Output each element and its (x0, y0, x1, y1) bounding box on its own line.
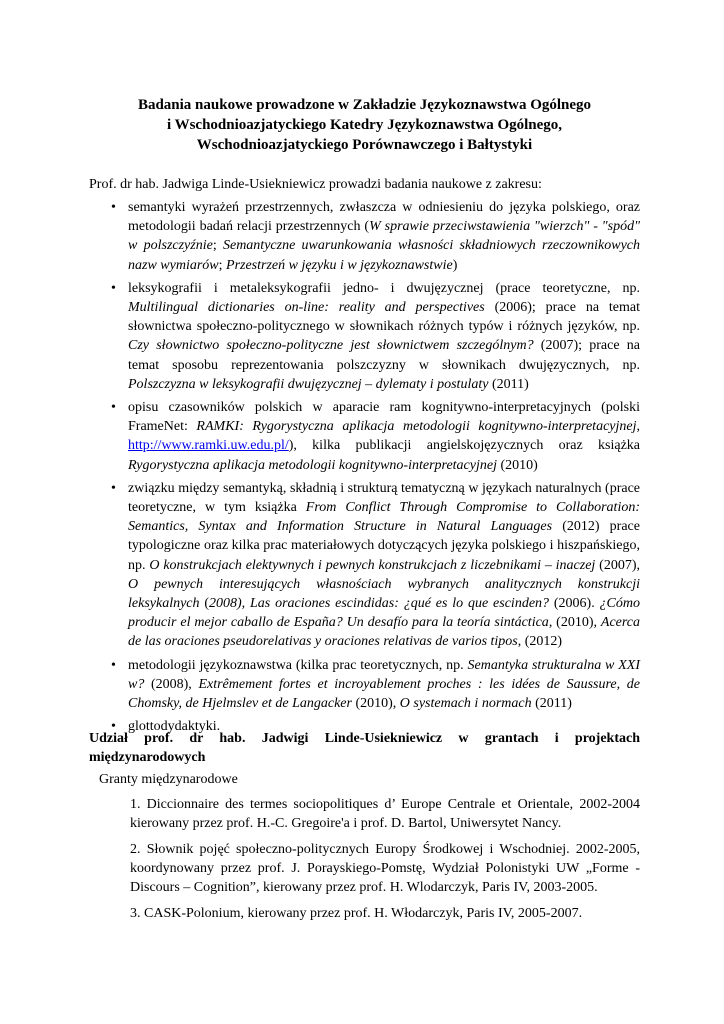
publication-title: Czy słownictwo społeczno-polityczne jest słownictwem szczególnym? (128, 338, 534, 354)
section-heading: Udział prof. dr hab. Jadwigi Linde-Usiekniewicz w grantach i projektach międzynarodowych (89, 731, 640, 765)
grant-item: 3. CASK-Polonium, kierowany przez prof. H. Włodarczyk, Paris IV, 2005-2007. (130, 906, 583, 921)
item-text: ; (212, 238, 223, 254)
item-text: , (2012) (517, 634, 563, 650)
publication-title: O pewnych interesujących własnościach wybranych analitycznych konstrukcji leksykalnych (128, 576, 640, 612)
item-text: opisu czasowników polskich w aparacie ram kognitywno-interpretacyjnych (polski FrameNet: (128, 400, 640, 435)
grant-item: 1. Diccionnaire des termes sociopolitiques d’ Europe Centrale et Orientale, 2002-2004 kierowany przez prof. H.-C. Gregoire'a i prof. D. Bartol, Uniwersytet Nancy. (130, 797, 640, 831)
research-areas-list (89, 198, 640, 740)
title-line-3: Wschodnioazjatyckiego Porównawczego i Bałtystyki (196, 137, 533, 153)
title-line-2: i Wschodnioazjatyckiego Katedry Językoznawstwa Ogólnego, (166, 117, 563, 133)
item-text: ), kilka publikacji angielskojęzycznych oraz książka (288, 438, 640, 454)
publication-title: Semantyka strukturalna w XXI w? (128, 657, 640, 692)
bullet-icon: • (111, 400, 116, 416)
title-line-1: Badania naukowe prowadzone w Zakładzie Językoznawstwa Ogólnego (137, 97, 592, 113)
publication-title: RAMKI: Rygorystyczna aplikacja metodologii kognitywno-interpretacyjnej (196, 419, 637, 435)
grants-list (130, 795, 640, 930)
publication-title: O systemach i normach (399, 696, 532, 712)
research-area-item (89, 656, 640, 714)
research-area-item (89, 479, 640, 652)
item-text: (2010), (351, 696, 400, 712)
item-text: ; (218, 257, 227, 273)
item-text: ( (199, 596, 210, 612)
publication-title: 2008), Las oraciones escindidas: ¿qué es lo que escinden? (209, 596, 550, 612)
publication-title: Extrêmement fortes et incroyablement proches : les idées de Saussure, de Chomsky, de Hjelmslev et de Langacker (128, 676, 640, 712)
bullet-icon: • (111, 280, 116, 296)
item-text: ) (452, 257, 458, 273)
bullet-icon: • (111, 719, 116, 735)
subheading: Granty międzynarodowe (99, 772, 238, 787)
grant-item: 2. Słownik pojęć społeczno-politycznych Europy Środkowej i Wschodniej. 2002-2005, koordynowany przez prof. J. Porayskiego-Pomstę, Wydział Polonistyki UW „Forme - Discours – Cognition”, kierowany przez prof. H. Wlodarczyk, Paris IV, 2003-2005. (130, 842, 640, 895)
publication-title: Semantyczne uwarunkowania własności składniowych rzeczownikowych nazw wymiarów (128, 238, 640, 273)
item-text: (2010) (496, 457, 538, 473)
publication-title: Przestrzeń w języku i w językoznawstwie (226, 257, 453, 273)
publication-title: Rygorystyczna aplikacja metodologii kognitywno-interpretacyjnej (128, 457, 497, 473)
item-text: metodologii językoznawstwa (kilka prac teoretycznych, np. (128, 657, 468, 673)
item-text: semantyki wyrażeń przestrzennych, zwłaszcza w odniesieniu do języka polskiego, oraz metodologii badań relacji przestrzennych ( (128, 200, 640, 235)
publication-title: Multilingual dictionaries on-line: reality and perspectives (128, 300, 485, 316)
item-text: (2006). (549, 596, 600, 612)
bullet-icon: • (111, 480, 116, 496)
bullet-icon: • (111, 657, 116, 673)
item-text: (2012) prace typologiczne oraz kilka prac materiałowych dotyczących języka polskiego i hiszpańskiego, np. (128, 519, 640, 573)
item-text: leksykografii i metaleksykografii jedno- i dwujęzycznej (prace teoretyczne, np. (128, 280, 640, 296)
publication-title: W sprawie przeciwstawienia "wierzch" - "spód" w polszczyźnie (128, 219, 640, 254)
publication-title: O konstrukcjach elektywnych i pewnych konstrukcjach z liczebnikami – inaczej (149, 557, 596, 573)
bullet-icon: • (111, 200, 116, 215)
item-text: (2011) (488, 376, 529, 392)
item-text: (2007), (595, 557, 641, 573)
item-text: (2008), (144, 676, 199, 692)
item-text: , (636, 419, 640, 435)
item-text: (2011) (531, 696, 572, 712)
item-text: związku między semantyką, składnią i strukturą tematyczną w językach naturalnych (prace teoretyczne, w tym książka (128, 480, 640, 516)
item-text: glottodydaktyki. (128, 719, 221, 735)
item-text: (2007); prace na temat sposobu reprezentowania polszczyzny w słownikach dwujęzycznych, np. (128, 338, 640, 373)
publication-title: Polszczyzna w leksykografii dwujęzycznej – dylematy i postulaty (128, 376, 489, 392)
publication-title: Acerca de las oraciones pseudorelativas y oraciones relativas de varios tipos (128, 615, 641, 650)
research-area-item (89, 279, 640, 394)
item-text: (2006); prace na temat słownictwa społeczno-politycznego w słownikach różnych typów i różnych języków, np. (128, 300, 641, 335)
publication-title: From Conflict Through Compromise to Collaboration: Semantics, Syntax and Information Structure in Natural Languages (128, 500, 640, 535)
ramki-link[interactable]: http://www.ramki.uw.edu.pl/ (128, 438, 289, 454)
research-area-item (89, 398, 640, 475)
item-text: , (2010), (548, 615, 601, 631)
publication-title: ¿Cómo producir el mejor caballo de España? Un desafío para la teoría sintáctica (128, 596, 640, 631)
intro-paragraph: Prof. dr hab. Jadwiga Linde-Usiekniewicz prowadzi badania naukowe z zakresu: (89, 177, 542, 192)
research-area-item (89, 198, 640, 275)
document-title (89, 95, 640, 155)
